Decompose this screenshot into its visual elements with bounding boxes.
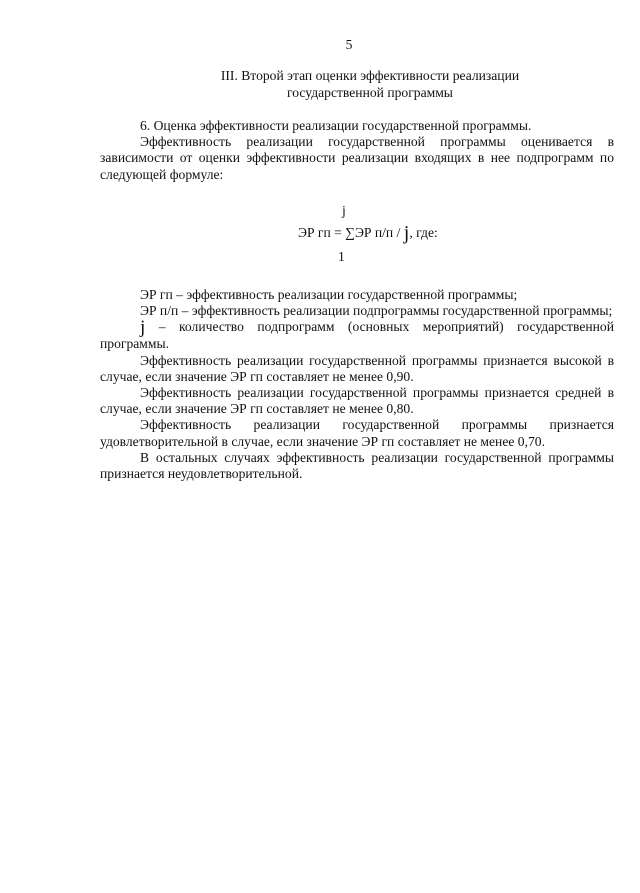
definition-j-symbol: j xyxy=(140,317,146,339)
definition-j xyxy=(100,319,614,352)
intro-paragraph: Эффективность реализации государственной программы оценивается в зависимости от оценки эффективности реализации входящих в нее подпрограмм по следующей формуле: xyxy=(100,134,614,182)
definition-er-pp: ЭР п/п – эффективность реализации подпрограммы государственной программы; xyxy=(140,303,613,319)
criterion-medium: Эффективность реализации государственной программы признается средней в случае, если значение ЭР гп составляет не менее 0,80. xyxy=(100,385,614,417)
criterion-unsatisfactory: В остальных случаях эффективность реализации государственной программы признается неудовлетворительной. xyxy=(100,449,614,482)
formula-tail: , где: xyxy=(409,224,438,240)
criterion-high: Эффективность реализации государственной программы признается высокой в случае, если значение ЭР гп составляет не менее 0,90. xyxy=(100,352,614,384)
section-heading-line-2: государственной программы xyxy=(287,85,453,100)
section-heading-line-1: III. Второй этап оценки эффективности реализации xyxy=(220,68,520,83)
sum-sign: ∑ xyxy=(345,224,355,240)
formula-upper-limit: j xyxy=(342,202,346,218)
definition-er-gp: ЭР гп – эффективность реализации государственной программы; xyxy=(140,286,518,302)
formula-expression xyxy=(298,221,438,244)
formula-term: ЭР п/п xyxy=(354,224,394,240)
formula-divisor: j xyxy=(403,221,410,244)
criterion-satisfactory: Эффективность реализации государственной программы признается удовлетворительной в случае, если значение ЭР гп составляет не менее 0,70. xyxy=(100,417,614,449)
formula-divider: / xyxy=(393,224,404,240)
definition-j-text: – количество подпрограмм (основных мероприятий) государственной программы. xyxy=(100,319,614,352)
page-number: 5 xyxy=(345,37,353,52)
formula-lhs: ЭР гп = xyxy=(298,224,346,240)
document-body xyxy=(100,118,614,482)
formula-lower-limit: 1 xyxy=(338,248,345,264)
formula xyxy=(100,203,614,267)
item-heading: 6. Оценка эффективности реализации государственной программы. xyxy=(140,118,532,133)
section-heading xyxy=(100,67,640,101)
